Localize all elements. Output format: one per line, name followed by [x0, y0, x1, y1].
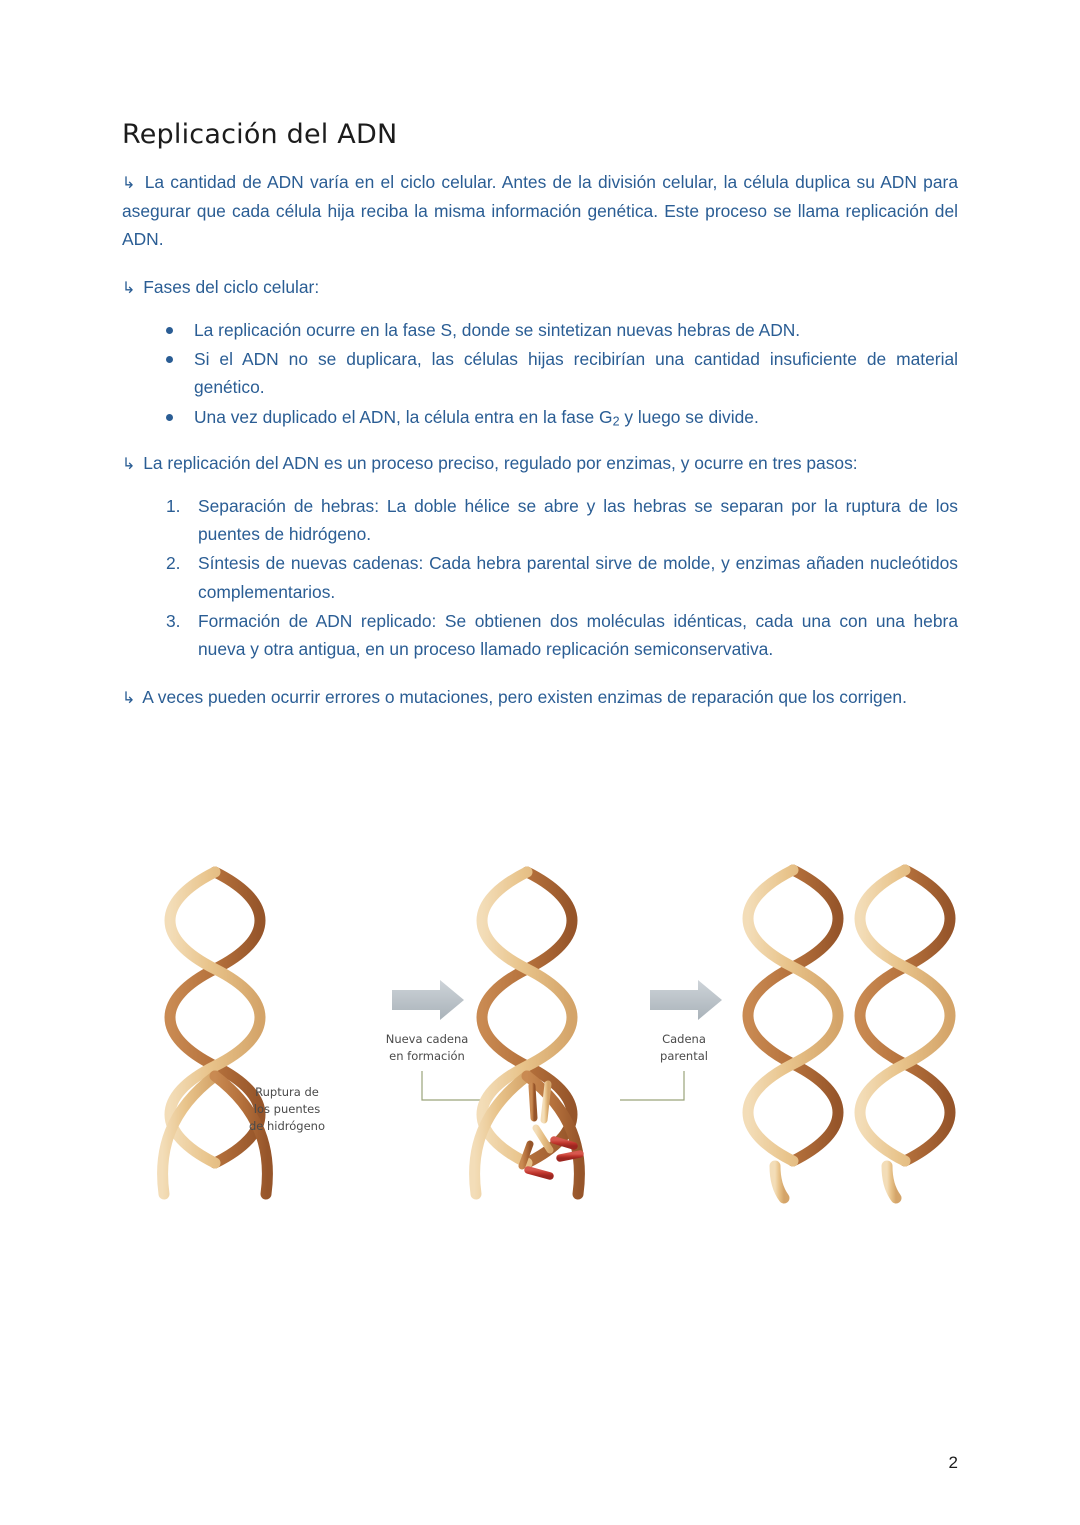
paragraph-phases-heading: [122, 273, 958, 302]
step-text: Separación de hebras: La doble hélice se abre y las hebras se separan por la ruptura de los puentes de hidrógeno.: [198, 495, 958, 545]
new-strand-label-line2: en formación: [389, 1049, 465, 1063]
bullet-text: La replicación ocurre en la fase S, donde se sintetizan nuevas hebras de ADN.: [194, 319, 801, 340]
steps-heading-text: La replicación del ADN es un proceso preciso, regulado por enzimas, y ocurre en tres pasos:: [143, 453, 858, 474]
step-text: Formación de ADN replicado: Se obtienen dos moléculas idénticas, cada una con una hebra nueva y otra antigua, en un proceso llamado replicación semiconservativa.: [198, 610, 958, 659]
document-content: [122, 118, 958, 732]
rupture-label-line1: Ruptura de: [255, 1085, 319, 1099]
paragraph-intro: [122, 168, 958, 253]
rupture-label-line2: los puentes: [253, 1102, 321, 1116]
list-item: [198, 549, 958, 605]
dna-helix-parental: [163, 872, 325, 1194]
parental-label-line2: parental: [660, 1049, 708, 1063]
rupture-label-line3: de hidrógeno: [248, 1119, 326, 1133]
figure-label-parental-strand: [660, 1032, 708, 1063]
list-item: [194, 403, 958, 432]
phases-bullet-list: [122, 316, 958, 431]
process-arrow-1-icon: [392, 980, 464, 1020]
paragraph-closing: [122, 683, 958, 712]
dna-helix-daughter-2: [860, 870, 950, 1198]
paragraph-intro-text: La cantidad de ADN varía en el ciclo celular. Antes de la división celular, la célula duplica su ADN para asegurar que cada célula hija reciba la misma información genética. Este proceso se llama replicación del ADN.: [122, 171, 958, 249]
list-item: [194, 316, 958, 344]
process-arrow-2-icon: [650, 980, 722, 1020]
paragraph-steps-heading: [122, 449, 958, 478]
step-text: Síntesis de nuevas cadenas: Cada hebra parental sirve de molde, y enzimas añaden nucleótidos complementarios.: [198, 553, 958, 602]
parental-leader-line: [620, 1071, 684, 1100]
bullet-text-before: Una vez duplicado el ADN, la célula entra en la fase G: [194, 406, 613, 427]
new-strand-leader-line: [422, 1071, 480, 1100]
list-item: [194, 345, 958, 401]
figure-label-new-strand: [386, 1032, 469, 1063]
arrow-marker-icon: ↳: [122, 174, 136, 192]
bullet-text-after: y luego se divide.: [619, 406, 759, 427]
dna-replication-figure: [150, 828, 960, 1218]
list-item: [198, 607, 958, 663]
dna-helix-daughter-1: [748, 870, 838, 1218]
dna-helix-replicating: [475, 872, 580, 1194]
arrow-marker-icon: ↳: [122, 280, 136, 298]
figure-label-rupture: [249, 1085, 325, 1133]
parental-label-line1: Cadena: [662, 1032, 706, 1046]
page-number: 2: [948, 1453, 958, 1472]
bullet-text: Si el ADN no se duplicara, las células hijas recibirían una cantidad insuficiente de material genético.: [194, 349, 958, 398]
page-title: Replicación del ADN: [122, 119, 398, 150]
steps-ordered-list: [122, 492, 958, 663]
phases-heading-text: Fases del ciclo celular:: [143, 277, 320, 298]
arrow-marker-icon: ↳: [122, 690, 136, 708]
list-item: [198, 492, 958, 548]
closing-text: A veces pueden ocurrir errores o mutaciones, pero existen enzimas de reparación que los corrigen.: [142, 687, 907, 708]
new-strand-label-line1: Nueva cadena: [385, 1032, 469, 1046]
arrow-marker-icon: ↳: [122, 456, 136, 474]
bullet-text-subscript: 2: [612, 413, 620, 428]
